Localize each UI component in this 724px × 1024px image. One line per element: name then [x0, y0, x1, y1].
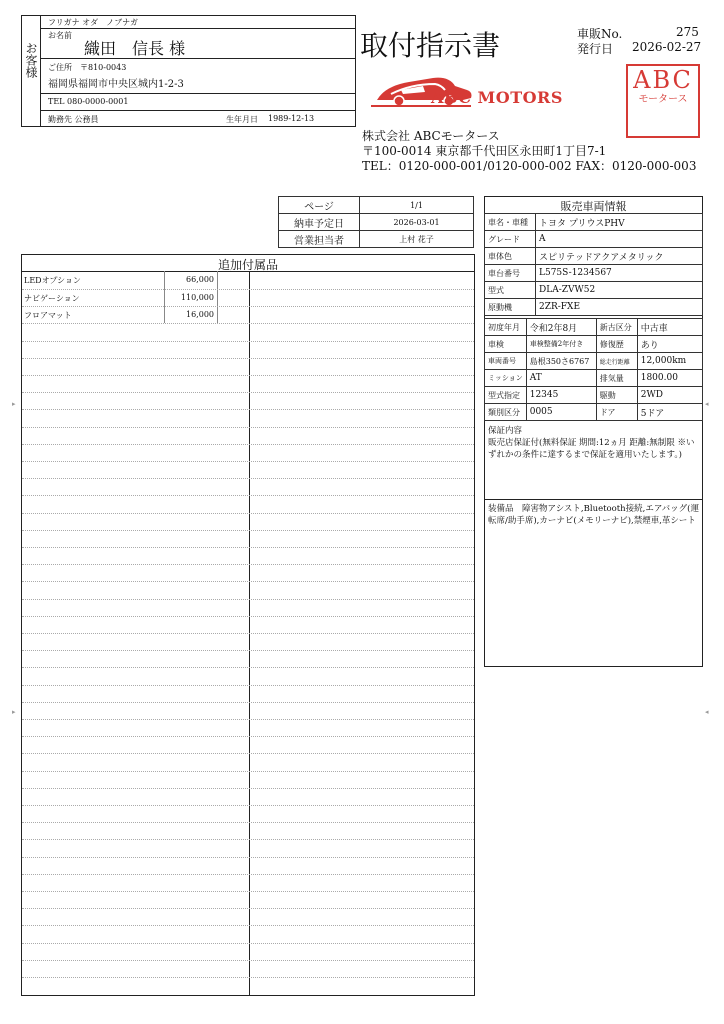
delivery-label: 納車予定日 — [279, 214, 360, 231]
ruled-line — [22, 788, 474, 789]
vehicle-table-bottom — [484, 318, 703, 421]
vehicle-title: 販売車両情報 — [560, 200, 627, 213]
ruled-line — [22, 719, 474, 720]
staff-label: 営業担当者 — [279, 231, 360, 248]
ruled-line — [22, 874, 474, 875]
accessory-row — [24, 293, 214, 304]
seal-line2: モータース — [638, 94, 688, 105]
margin-marker: ◂ — [705, 400, 709, 408]
vehicle-name-label: 車名・車種 — [485, 214, 536, 231]
condition: 中古車 — [637, 319, 702, 336]
company-name: 株式会社 ABCモータース — [362, 129, 500, 143]
equipment-section — [488, 503, 700, 527]
ruled-line — [22, 444, 474, 445]
displacement: 1800.00 — [637, 370, 702, 387]
ruled-line — [22, 392, 474, 393]
door-count: 5ドア — [637, 404, 702, 421]
cond-label: 新古区分 — [596, 319, 637, 336]
grade-label: グレード — [485, 231, 536, 248]
vehicle-name: トヨタ プリウスPHV — [536, 214, 703, 231]
type-number: 12345 — [526, 387, 596, 404]
ruled-line — [22, 736, 474, 737]
ruled-line — [22, 943, 474, 944]
ruled-line — [22, 960, 474, 961]
customer-work: 勤務先 公務員 — [48, 115, 99, 124]
company-tel: TEL：0120-000-001/0120-000-002 FAX：0120-000-003 — [362, 159, 697, 173]
issue-label: 発行日 — [577, 42, 614, 56]
displacement-label: 排気量 — [596, 370, 637, 387]
engine-code: 2ZR-FXE — [536, 299, 703, 316]
class-label: 類別区分 — [485, 404, 527, 421]
body-color: スピリテッドアクアメタリック — [536, 248, 703, 265]
inspection: 車検整備2年付き — [526, 336, 596, 353]
page-label: ページ — [279, 197, 360, 214]
birth-date: 1989-12-13 — [268, 114, 315, 123]
chassis-label: 車台番号 — [485, 265, 536, 282]
repair-label: 修復歴 — [596, 336, 637, 353]
company-address: 〒100-0014 東京都千代田区永田町1丁目7-1 — [362, 144, 607, 158]
ruled-line — [22, 822, 474, 823]
document-title: 取付指示書 — [360, 29, 501, 62]
mission-label: ミッション — [485, 370, 527, 387]
ruled-line — [22, 599, 474, 600]
ruled-line — [22, 977, 474, 978]
accessory-row — [24, 275, 214, 286]
margin-marker: ◂ — [705, 708, 709, 716]
mission: AT — [526, 370, 596, 387]
engine-label: 原動機 — [485, 299, 536, 316]
ruled-line — [22, 358, 474, 359]
staff-name: 上村 花子 — [360, 231, 474, 248]
plate-number: 島根350さ6767 — [526, 353, 596, 370]
model-label: 型式 — [485, 282, 536, 299]
ruled-line — [22, 409, 474, 410]
delivery-date: 2026-03-01 — [360, 214, 474, 231]
accessory-name: LEDオプション — [24, 276, 81, 285]
customer-side-label: お客様 — [24, 42, 38, 78]
ruled-line — [22, 839, 474, 840]
warranty-label: 保証内容 — [488, 426, 523, 436]
first-reg: 令和2年8月 — [526, 319, 596, 336]
address-label: ご住所 — [48, 63, 72, 72]
company-logo — [371, 70, 581, 114]
ruled-line — [22, 771, 474, 772]
ruled-line — [22, 427, 474, 428]
type-no-label: 型式指定 — [485, 387, 527, 404]
zip-code: 〒810-0043 — [80, 63, 127, 72]
ruled-line — [22, 891, 474, 892]
vehicle-table-top — [484, 213, 703, 316]
furigana: フリガナ オダ ノブナガ — [48, 18, 138, 27]
accessory-price: 16,000 — [186, 310, 214, 319]
accessories-title: 追加付属品 — [217, 258, 278, 272]
ruled-line — [22, 341, 474, 342]
birth-label: 生年月日 — [226, 115, 258, 124]
color-label: 車体色 — [485, 248, 536, 265]
meta-table — [278, 196, 474, 248]
chassis-number: L575S-1234567 — [536, 265, 703, 282]
company-seal — [626, 64, 700, 138]
customer-tel: TEL 080-0000-0001 — [48, 97, 129, 106]
ruled-line — [22, 495, 474, 496]
ruled-line — [22, 857, 474, 858]
ruled-line — [22, 753, 474, 754]
ruled-line — [22, 289, 474, 290]
sale-no-label: 車販No. — [577, 27, 623, 41]
margin-marker: ▸ — [12, 708, 16, 716]
name-label: お名前 — [48, 31, 72, 40]
accessory-price: 66,000 — [186, 275, 214, 284]
mileage: 12,000km — [637, 353, 702, 370]
first-reg-label: 初度年月 — [485, 319, 527, 336]
ruled-line — [22, 547, 474, 548]
grade: A — [536, 231, 703, 248]
ruled-line — [22, 685, 474, 686]
drive-label: 駆動 — [596, 387, 637, 404]
drive: 2WD — [637, 387, 702, 404]
equipment-label: 装備品 — [488, 504, 514, 514]
margin-marker: ▸ — [12, 400, 16, 408]
page-number: 1/1 — [360, 197, 474, 214]
warranty-section — [488, 425, 700, 461]
ruled-line — [22, 633, 474, 634]
class-number: 0005 — [526, 404, 596, 421]
seal-line1: ABC — [633, 66, 693, 94]
ruled-line — [22, 581, 474, 582]
ruled-line — [22, 375, 474, 376]
inspect-label: 車検 — [485, 336, 527, 353]
ruled-line — [22, 702, 474, 703]
customer-address: 福岡県福岡市中央区城内1-2-3 — [48, 79, 184, 90]
door-label: ドア — [596, 404, 637, 421]
warranty-text: 販売店保証付(無料保証 期間:12ヵ月 距離:無制限 ※いずれかの条件に達するまで保証を適用いたします。) — [488, 438, 695, 460]
issue-date: 2026-02-27 — [632, 40, 702, 54]
ruled-line — [22, 667, 474, 668]
logo-text: ABC MOTORS — [431, 88, 563, 107]
ruled-line — [22, 925, 474, 926]
mileage-label: 総走行距離 — [596, 353, 637, 370]
accessory-name: ナビゲーション — [24, 294, 80, 303]
model-code: DLA-ZVW52 — [536, 282, 703, 299]
sale-no: 275 — [676, 25, 699, 39]
ruled-line — [22, 616, 474, 617]
customer-name: 織田 信長 様 — [84, 39, 186, 58]
accessory-row — [24, 310, 214, 321]
equipment-text: 障害物アシスト,Bluetooth接続,エアバッグ(運転席/助手席),カーナビ(メモリーナビ),禁煙車,革シート — [488, 504, 699, 526]
ruled-line — [22, 908, 474, 909]
ruled-line — [22, 513, 474, 514]
ruled-line — [22, 478, 474, 479]
ruled-line — [22, 564, 474, 565]
accessory-name: フロアマット — [24, 311, 72, 320]
ruled-line — [22, 306, 474, 307]
ruled-line — [22, 650, 474, 651]
accessory-price: 110,000 — [180, 293, 214, 302]
ruled-line — [22, 461, 474, 462]
vehicle-panel — [484, 196, 703, 667]
repair-history: あり — [637, 336, 702, 353]
ruled-line — [22, 323, 474, 324]
customer-block — [21, 15, 356, 127]
ruled-line — [22, 530, 474, 531]
plate-label: 車両番号 — [485, 353, 527, 370]
ruled-line — [22, 805, 474, 806]
accessories-panel — [21, 254, 475, 996]
